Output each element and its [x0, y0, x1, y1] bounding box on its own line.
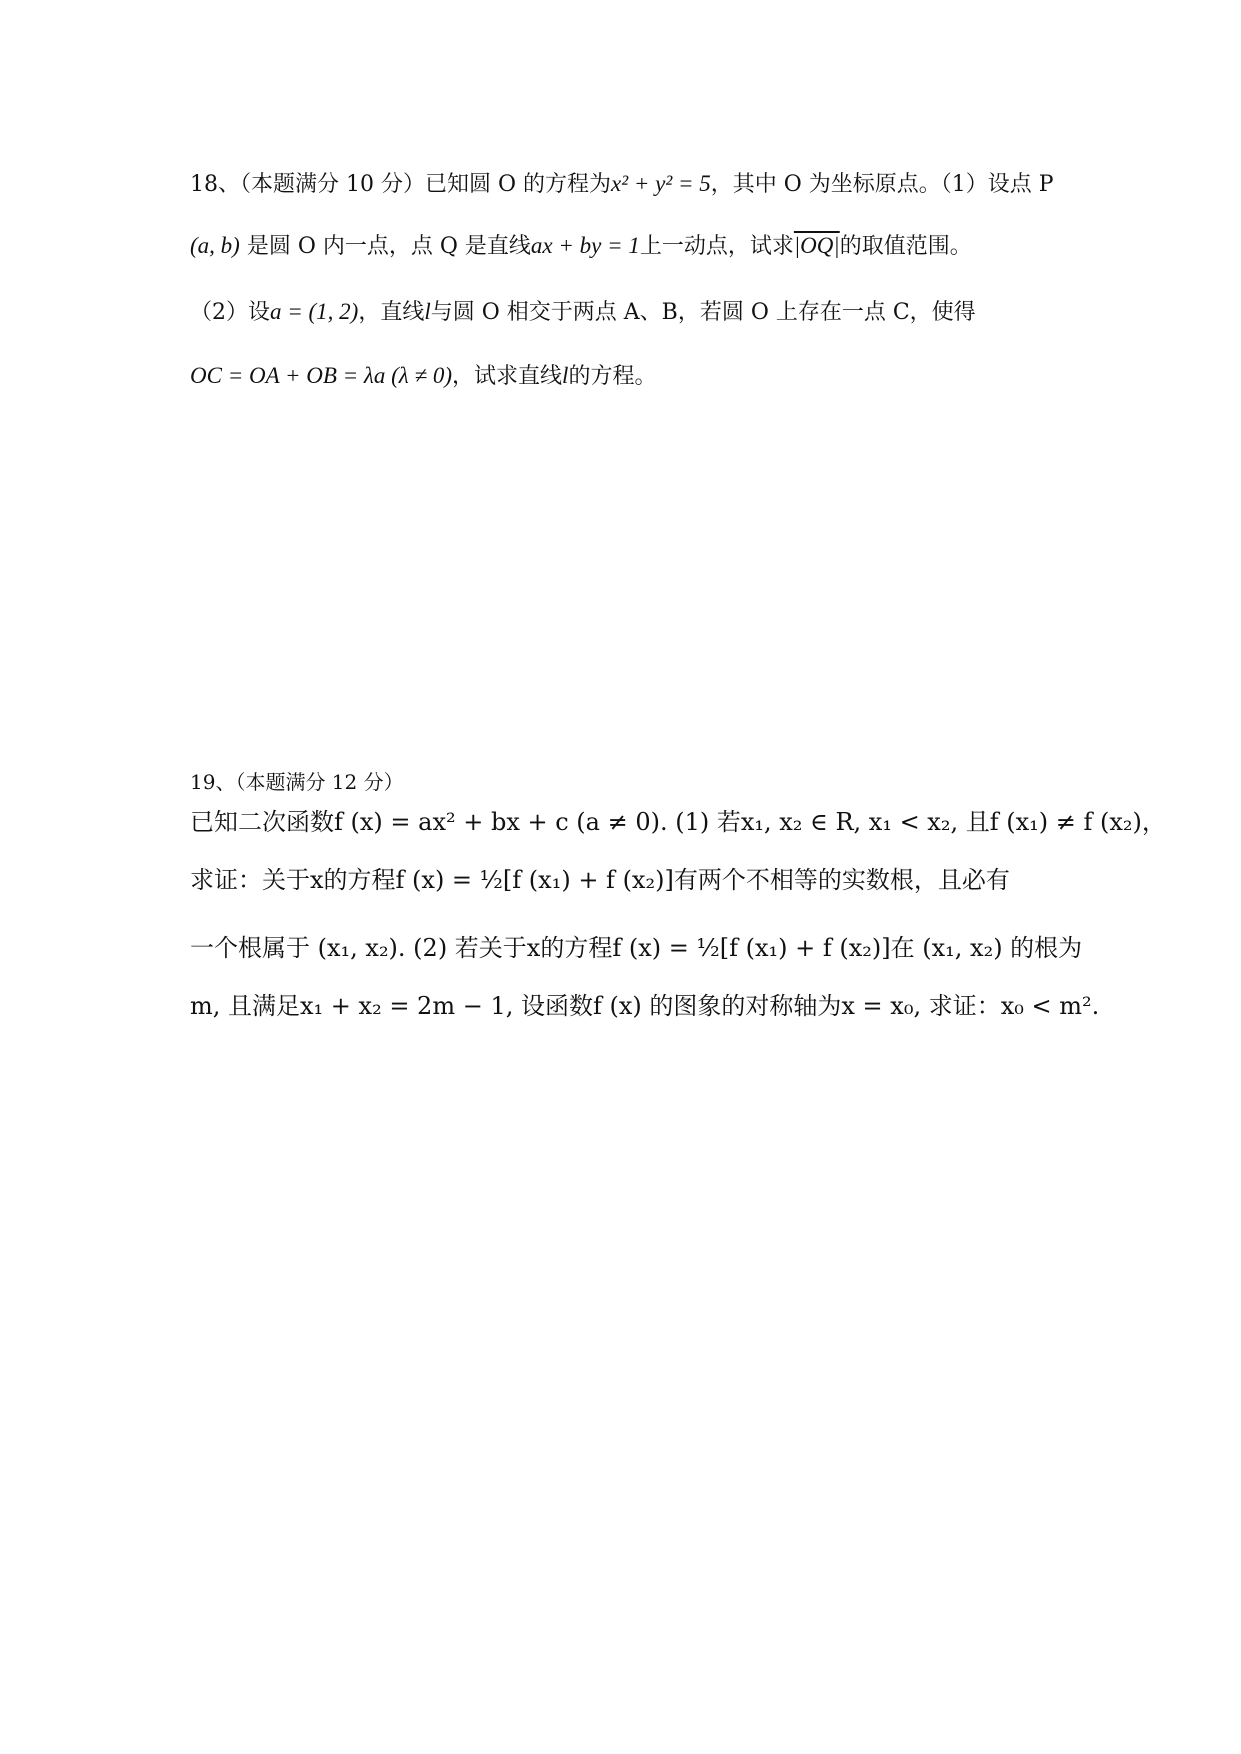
q19-line-2: 求证：关于x的方程f (x) = ½[f (x₁) + f (x₂)]有两个不相等的实数根，且必有	[190, 866, 1010, 894]
oq-magnitude: |OQ|	[793, 233, 840, 258]
q19-line-4: m, 且满足x₁ + x₂ = 2m − 1, 设函数f (x) 的图象的对称轴为x = x₀, 求证：x₀ < m².	[190, 992, 1100, 1020]
q18-text: ，其中 O 为坐标原点。（1）设点 P	[710, 172, 1054, 197]
line-l: l	[562, 363, 569, 388]
q18-text: 18、（本题满分 10 分）已知圆 O 的方程为	[190, 172, 611, 197]
q19-title: 19、（本题满分 12 分）	[190, 770, 404, 794]
q18-text: ，直线	[358, 300, 425, 325]
q18-line-4	[190, 362, 1060, 391]
line-l: l	[424, 299, 431, 324]
q18-line-2	[190, 232, 1060, 261]
q18-text: 的方程。	[568, 364, 657, 389]
line-equation: ax + by = 1	[530, 233, 640, 258]
q18-line-3	[190, 298, 1060, 327]
q18-text: 是圆 O 内一点，点 Q 是直线	[239, 234, 531, 259]
q18-text: 与圆 O 相交于两点 A、B，若圆 O 上存在一点 C，使得	[430, 300, 976, 325]
q19-line-3: 一个根属于 (x₁, x₂). (2) 若关于x的方程f (x) = ½[f (x₁) + f (x₂)]在 (x₁, x₂) 的根为	[190, 934, 1083, 962]
q18-text: 上一动点，试求	[639, 234, 794, 259]
q18-text: （2）设	[190, 300, 270, 325]
q18-line-1	[190, 170, 1060, 199]
circle-equation: x² + y² = 5	[611, 171, 711, 196]
vector-equation: OC = OA + OB = λa (λ ≠ 0)	[190, 363, 453, 388]
q18-text: 的取值范围。	[839, 234, 972, 259]
vector-a: a = (1, 2)	[270, 299, 359, 324]
q18-text: ，试求直线	[452, 364, 563, 389]
q19-line-1: 已知二次函数f (x) = ax² + bx + c (a ≠ 0). (1) 若x₁, x₂ ∈ R, x₁ < x₂, 且f (x₁) ≠ f (x₂)，	[190, 808, 1166, 836]
point-p-coords: (a, b)	[190, 233, 240, 258]
